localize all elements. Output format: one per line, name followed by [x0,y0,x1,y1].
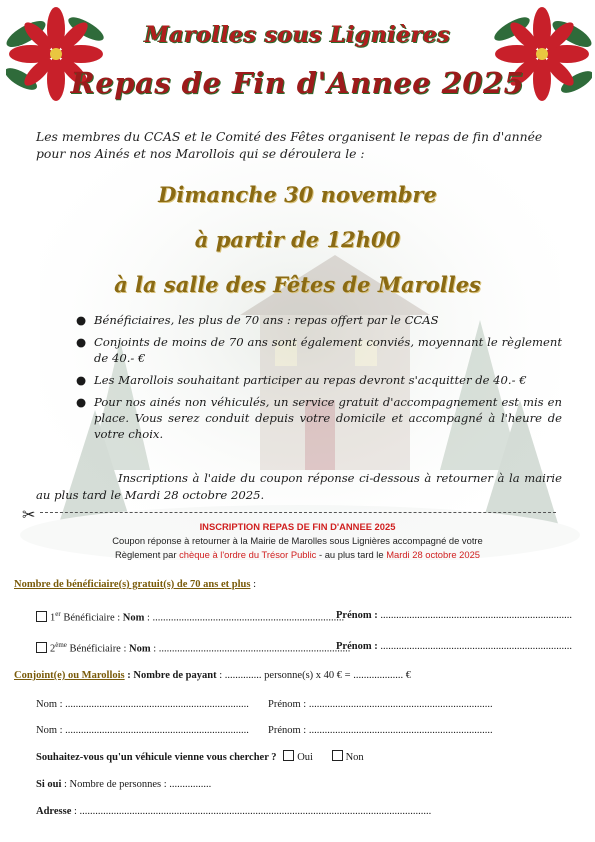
beneficiaire-2-prenom-label: Prénom : [336,641,378,652]
beneficiaire-1-row [36,610,572,624]
payant-2-nom-field[interactable]: Nom : ...................................................................... [36,725,249,736]
coupon-line-3 [0,548,595,562]
payant-2-prenom-field[interactable]: Prénom : ...................................................................... [268,725,493,736]
non-label: Non [345,752,364,763]
coupon-payment-method: chèque à l'ordre du Trésor Public [179,549,317,560]
adresse-label: Adresse [36,806,72,817]
nombre-payant-label: : Nombre de payant [124,670,217,681]
beneficiaire-2-prenom-field[interactable]: ......................................................................... [377,641,572,652]
coupon-line-2: Coupon réponse à retourner à la Mairie de Marolles sous Lignières accompagné de votre [112,535,483,546]
oui-checkbox[interactable] [283,750,294,761]
bullet-text: Pour nos ainés non véhiculés, un service gratuit d'accompagnement est mis en place. Vous serez conduit depuis votre domicile et accompagné à l'heure de votre choix. [94,395,562,441]
beneficiaires-colon: : [250,579,256,590]
beneficiaire-2-sup: ème [55,641,67,649]
beneficiaire-1-checkbox[interactable] [36,611,47,622]
si-oui-label: Si oui [36,779,62,790]
intro-line-1: Les membres du CCAS et le Comité des Fêtes organisent le repas de fin d'année [36,129,543,144]
intro-line-2: pour nos Ainés et nos Marollois qui se déroulera le : [36,146,365,161]
si-oui-row [36,779,211,790]
list-item [74,394,562,442]
cut-line [40,512,556,513]
conjoint-heading: Conjoint(e) ou Marollois [14,670,125,681]
bullet-icon: ● [76,335,87,349]
bullet-text: Conjoints de moins de 70 ans sont également conviés, moyennant le règlement de 40.- € [94,335,562,365]
payant-1-nom-field[interactable]: Nom : ...................................................................... [36,699,249,710]
nombre-personnes-field[interactable]: : Nombre de personnes : ................ [61,779,212,790]
coupon-title: INSCRIPTION REPAS DE FIN D'ANNEE 2025 [199,521,396,532]
payant-2-row [36,725,566,736]
beneficiaire-1-prenom-field[interactable]: ......................................................................... [377,610,572,621]
coupon-deadline: Mardi 28 octobre 2025 [386,549,481,560]
beneficiaires-heading: Nombre de bénéficiaire(s) gratuit(s) de 70 ans et plus [14,579,251,590]
coupon-line-3-a: Règlement par [114,549,180,560]
coupon-line-3-c: - au plus tard le [316,549,387,560]
oui-label: Oui [297,752,313,763]
town-name: Marolles sous Lignières [144,22,451,48]
vehicule-question: Souhaitez-vous qu'un véhicule vienne vous chercher ? [36,752,277,763]
adresse-field[interactable]: : ...................................................................................................................................... [71,806,432,817]
bullet-icon: ● [76,373,87,387]
coupon-header [0,520,595,562]
beneficiaire-1-label: Bénéficiaire : [60,612,123,624]
list-item [74,312,562,328]
beneficiaire-2-nom-label: Nom [129,643,151,655]
beneficiaire-1-prenom-label: Prénom : [336,610,378,621]
bullet-icon: ● [76,313,87,327]
event-place: à la salle des Fêtes de Marolles [114,272,481,297]
scissors-icon: ✂ [22,505,36,524]
beneficiaire-2-checkbox[interactable] [36,642,47,653]
bullet-list [74,312,562,448]
list-item [74,372,562,388]
list-item [74,334,562,366]
beneficiaire-1-nom-label: Nom [122,612,145,624]
beneficiaire-2-label: Bénéficiaire : [66,643,130,655]
event-date: Dimanche 30 novembre [158,182,437,207]
non-checkbox[interactable] [332,750,343,761]
beneficiaire-1-number: 1 [50,612,56,624]
event-time: à partir de 12h00 [194,227,401,252]
page-title: Repas de Fin d'Annee 2025 [70,66,525,100]
nombre-payant-field[interactable]: : .............. personne(s) x 40 € = ................... € [216,670,411,681]
conjoint-row [14,670,574,681]
beneficiaire-2-nom-field[interactable]: : ......................................................................... [150,643,351,655]
vehicule-row [36,750,364,763]
adresse-row [36,806,556,817]
bullet-text: Bénéficiaires, les plus de 70 ans : repas offert par le CCAS [94,313,439,327]
payant-1-row [36,699,566,710]
beneficiaire-1-sup: er [55,610,61,618]
beneficiaires-heading-row [14,579,256,590]
beneficiaire-2-number: 2 [50,643,56,655]
intro-text [36,128,564,162]
payant-1-prenom-field[interactable]: Prénom : ...................................................................... [268,699,493,710]
beneficiaire-2-row [36,641,572,655]
bullet-icon: ● [76,395,87,409]
bullet-text: Les Marollois souhaitant participer au repas devront s'acquitter de 40.- € [94,373,527,387]
beneficiaire-1-nom-field[interactable]: : ......................................................................... [144,612,345,624]
inscriptions-text: Inscriptions à l'aide du coupon réponse ci-dessous à retourner à la mairie au plus tard le Mardi 28 octobre 2025. [36,471,562,502]
